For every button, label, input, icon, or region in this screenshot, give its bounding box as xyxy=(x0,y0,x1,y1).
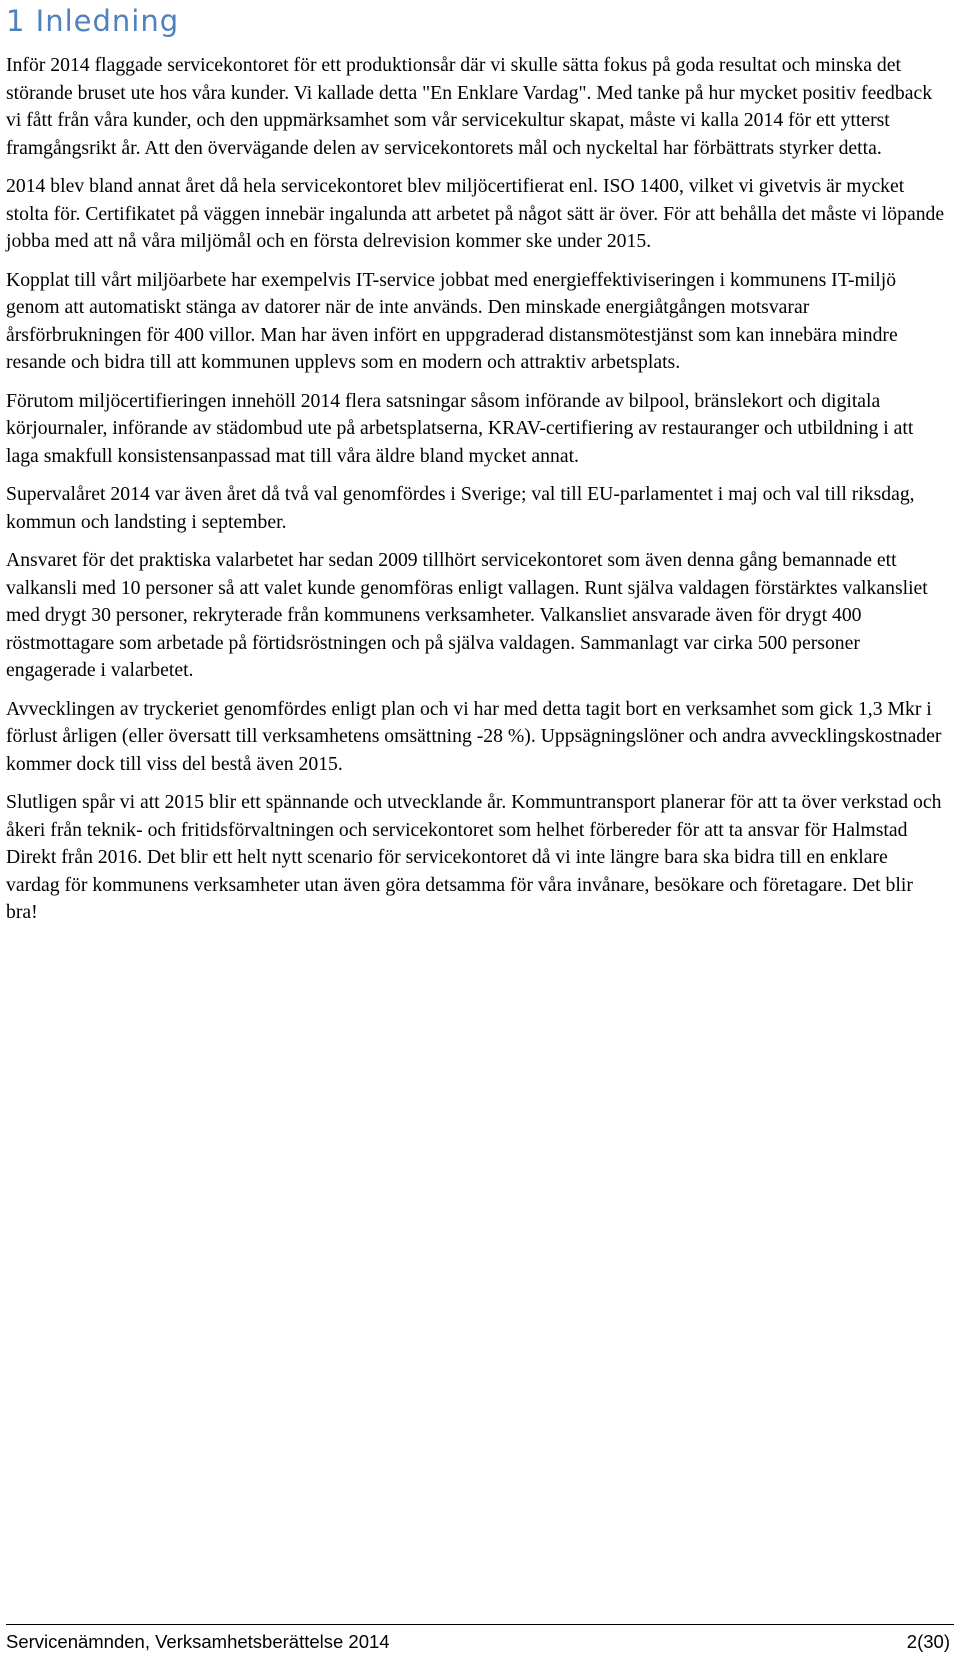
paragraph-election-year: Supervalåret 2014 var även året då två val genomfördes i Sverige; val till EU-parlamentet i maj och val till riksdag, kommun och landsting i september. xyxy=(6,483,915,533)
paragraph-initiatives: Förutom miljöcertifieringen innehöll 2014 flera satsningar såsom införande av bilpool, bränslekort och digitala körjournaler, införande av städombud ute på arbetsplatserna, KRAV-certifiering av restauranger och utbildning i att laga smakfull konsistensanpassad mat till våra äldre bland mycket annat. xyxy=(6,389,914,467)
paragraph-election-work: Ansvaret för det praktiska valarbetet har sedan 2009 tillhört servicekontoret som även denna gång bemannade ett valkansli med 10 personer så att valet kunde genomföras enligt vallagen. Runt själva valdagen förstärktes valkansliet med drygt 30 personer, rekryterade från kommunens verksamheter. Valkansliet ansvarade även för drygt 400 röstmottagare som arbetade på förtidsröstningen och på själva valdagen. Sammanlagt var cirka 500 personer engagerade i valarbetet. xyxy=(6,549,928,681)
page-footer xyxy=(6,1630,950,1654)
paragraph-printing: Avvecklingen av tryckeriet genomfördes enligt plan och vi har med detta tagit bort en verksamhet som gick 1,3 Mkr i förlust årligen (eller översatt till verksamhetens omsättning -28 %). Uppsägningslöner och andra avvecklingskostnader kommer dock till viss del bestå även 2015. xyxy=(6,697,942,775)
paragraph-intro: Inför 2014 flaggade servicekontoret för ett produktionsår där vi skulle sätta fokus på goda resultat och minska det störande bruset ute hos våra kunder. Vi kallade detta "En Enklare Vardag". Med tanke på hur mycket positiv feedback vi fått från våra kunder, och den uppmärksamhet som vår servicekultur skapat, måste vi kalla 2014 för ett ytterst framgångsrikt år. Att den övervägande delen av servicekontorets mål och nyckeltal har förbättrats styrker detta. xyxy=(6,54,933,159)
section-heading: 1 Inledning xyxy=(6,4,180,38)
footer-document-title: Servicenämnden, Verksamhetsberättelse 2014 xyxy=(6,1631,390,1652)
paragraph-certification: 2014 blev bland annat året då hela servicekontoret blev miljöcertifierat enl. ISO 1400, vilket vi givetvis är mycket stolta för. Certifikatet på väggen innebär ingalunda att arbetet på något sätt är över. För att behålla det måste vi löpande jobba med att nå våra miljömål och en första delrevision kommer ske under 2015. xyxy=(6,175,945,252)
footer-divider xyxy=(6,1624,954,1625)
body-text xyxy=(6,52,946,938)
footer-page-number: 2(30) xyxy=(906,1631,950,1652)
paragraph-environment: Kopplat till vårt miljöarbete har exempelvis IT-service jobbat med energieffektiviseringen i kommunens IT-miljö genom att automatiskt stänga av datorer när de inte används. Den minskade energiåtgången motsvarar årsförbrukningen för 400 villor. Man har även infört en uppgraderad distansmötestjänst som kan innebära mindre resande och bidra till att kommunen upplevs som en modern och attraktiv arbetsplats. xyxy=(6,268,898,373)
paragraph-outlook: Slutligen spår vi att 2015 blir ett spännande och utvecklande år. Kommuntransport planerar för att ta över verkstad och åkeri från teknik- och fritidsförvaltningen och servicekontoret som helhet förbereder för att ta ansvar för Halmstad Direkt från 2016. Det blir ett helt nytt scenario för servicekontoret då vi inte längre bara ska bidra till en enklare vardag för kommunens verksamheter utan även göra detsamma för våra invånare, besökare och företagare. Det blir bra! xyxy=(6,791,942,923)
